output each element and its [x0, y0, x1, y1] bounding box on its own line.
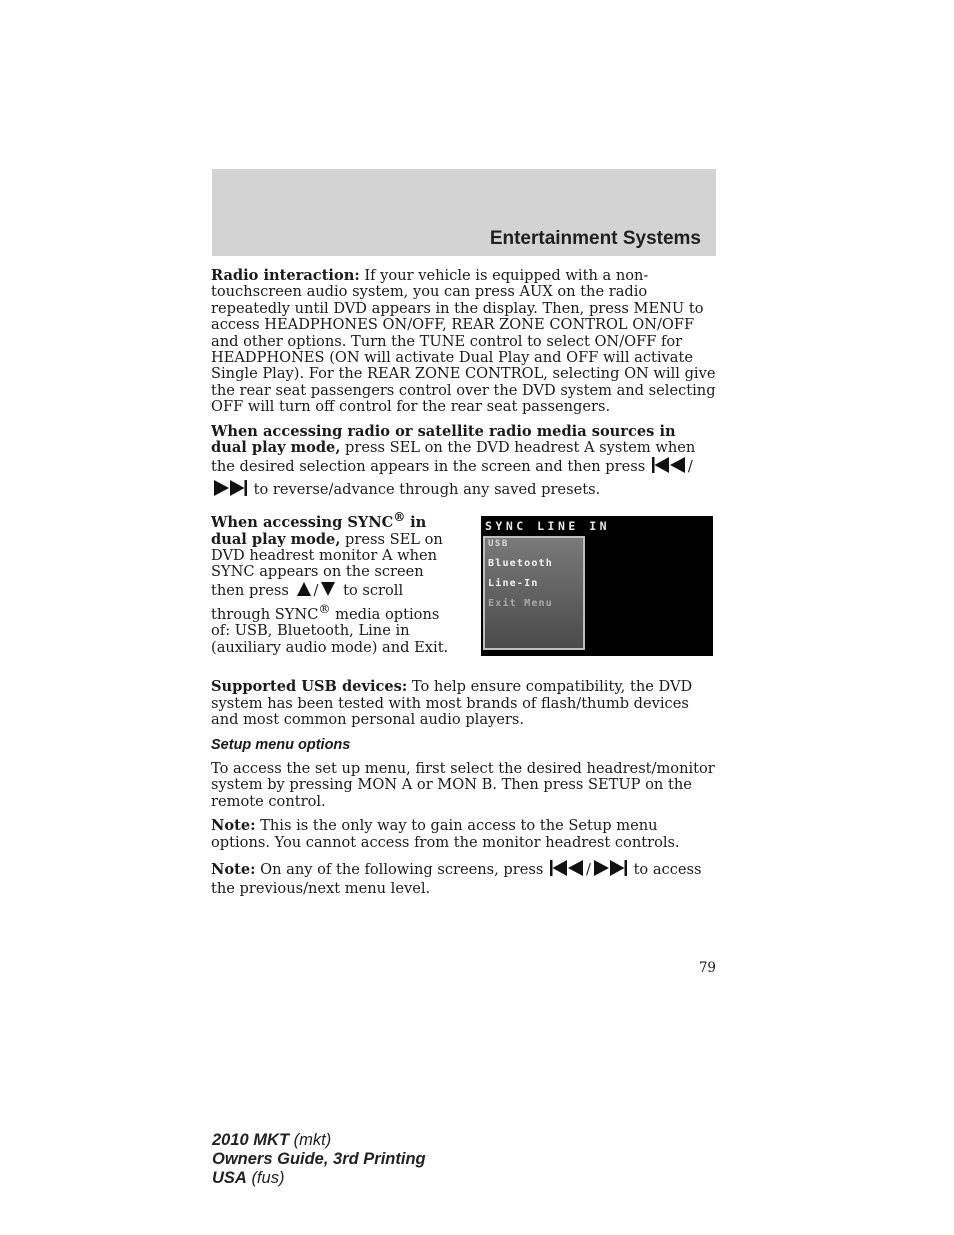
usb-lead: Supported USB devices:	[211, 678, 408, 696]
sync-screen-title: SYNC LINE IN	[485, 519, 611, 534]
dual-play-body-after: to reverse/advance through any saved presets.	[253, 481, 601, 499]
footer-model: 2010 MKT	[212, 1131, 290, 1149]
sync-screen-item-bluetooth: Bluetooth	[488, 558, 553, 570]
down-arrow-icon	[320, 581, 336, 601]
sync-line-in-screen-image	[481, 516, 713, 656]
sync-body-2: to scroll through SYNC	[211, 581, 404, 624]
sync-text	[211, 509, 451, 656]
sync-screen-item-line-in: Line-In	[488, 578, 539, 590]
sync-slash: /	[313, 581, 319, 599]
usb-paragraph	[211, 679, 716, 728]
page-number: 79	[698, 960, 716, 976]
usb-body: To help ensure compatibility, the DVD system has been tested with most brands of flash/thumb devices and most common personal audio players.	[211, 678, 693, 729]
radio-interaction-paragraph	[211, 268, 716, 416]
note-2-lead: Note:	[211, 861, 256, 879]
sync-section	[211, 509, 716, 679]
note-2-slash: /	[586, 861, 591, 879]
note-1-body: This is the only way to gain access to the Setup menu options. You cannot access from the monitor headrest controls.	[211, 817, 680, 851]
sync-screen-item-usb: USB	[488, 539, 509, 550]
sync-reg-mark: ®	[393, 510, 406, 525]
sync-screen-item-exit-menu: Exit Menu	[488, 598, 553, 610]
footer-model-code: (mkt)	[293, 1131, 332, 1149]
seek-back-icon	[652, 456, 686, 478]
up-arrow-icon	[296, 581, 312, 601]
dual-play-lead: When accessing radio or satellite radio media sources in dual play mode,	[211, 422, 676, 457]
page-content	[211, 268, 716, 906]
sync-paragraph	[211, 509, 451, 656]
sync-lead-2: in dual play mode,	[211, 514, 427, 548]
seek-forward-icon	[213, 479, 247, 501]
note-2-after: to access the previous/next menu level.	[211, 861, 702, 898]
note-2-before: On any of the following screens, press	[260, 861, 544, 879]
dual-play-body-before: press SEL on the DVD headrest A system when the desired selection appears in the screen and then press	[211, 439, 696, 476]
seek-forward-icon	[593, 859, 627, 881]
sync-reg-mark-2: ®	[318, 602, 331, 617]
note-2-paragraph	[211, 859, 716, 898]
footer-region: USA	[212, 1169, 247, 1187]
sync-lead-1: When accessing SYNC	[211, 514, 394, 532]
setup-menu-heading: Setup menu options	[211, 736, 351, 753]
section-header-band	[212, 169, 716, 256]
note-1-paragraph	[211, 818, 716, 851]
note-1-lead: Note:	[211, 817, 256, 835]
footer-region-code: (fus)	[251, 1169, 285, 1187]
footer-guide: Owners Guide, 3rd Printing	[212, 1150, 426, 1168]
sync-body-3: media options of: USB, Bluetooth, Line in (auxiliary audio mode) and Exit.	[211, 606, 449, 656]
radio-interaction-lead: Radio interaction:	[211, 267, 360, 284]
seek-back-icon	[550, 859, 584, 881]
dual-play-slash: /	[687, 458, 693, 476]
document-footer	[212, 1131, 426, 1188]
dual-play-paragraph	[211, 424, 716, 502]
section-title: Entertainment Systems	[489, 228, 701, 249]
sync-body-1: press SEL on DVD headrest monitor A when SYNC appears on the screen then press	[211, 530, 443, 599]
setup-intro-paragraph: To access the set up menu, first select the desired headrest/monitor system by pressing MON A or MON B. Then press SETUP on the remote control.	[211, 759, 715, 810]
radio-interaction-body: If your vehicle is equipped with a non-touchscreen audio system, you can press AUX on the radio repeatedly until DVD appears in the display. Then, press MENU to access HEADPHONES ON/OFF, REAR ZONE CONTROL ON/OFF and other options. Turn the TUNE control to select ON/OFF for HEADPHONES (ON will activate Dual Play and OFF will activate Single Play). For the REAR ZONE CONTROL, selecting ON will give the rear seat passengers control over the DVD system and selecting OFF will turn off control for the rear seat passengers.	[211, 267, 716, 416]
